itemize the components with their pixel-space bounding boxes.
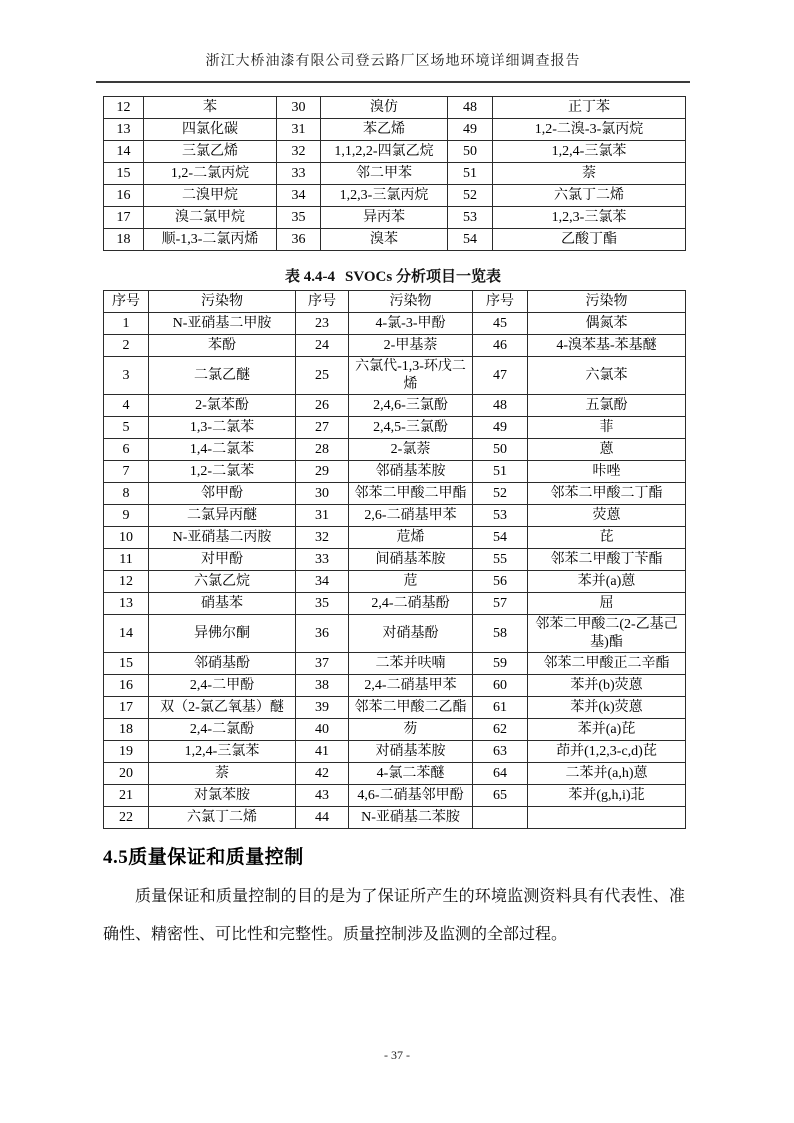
table-cell: 邻苯二甲酸丁苄酯 — [528, 549, 686, 571]
table-cell: 邻苯二甲酸正二辛酯 — [528, 653, 686, 675]
table-header-cell: 污染物 — [149, 291, 296, 313]
table-cell: 27 — [296, 417, 349, 439]
table-cell: 邻苯二甲酸二甲酯 — [349, 483, 473, 505]
table-cell: 2,4-二硝基酚 — [349, 593, 473, 615]
table-cell: 1 — [104, 313, 149, 335]
table-row — [104, 549, 686, 571]
table-cell: 47 — [473, 357, 528, 395]
table-cell: 2,4,5-三氯酚 — [349, 417, 473, 439]
table-cell: 1,2,3-三氯苯 — [493, 207, 686, 229]
table-cell: 1,2-二氯苯 — [149, 461, 296, 483]
table-cell: 17 — [104, 207, 144, 229]
table-cell: 15 — [104, 163, 144, 185]
table-cell: 溴苯 — [321, 229, 448, 251]
table-cell: 四氯化碳 — [144, 119, 277, 141]
table-cell: 1,1,2,2-四氯乙烷 — [321, 141, 448, 163]
table-cell: N-亚硝基二苯胺 — [349, 807, 473, 829]
table-cell: 2-氯萘 — [349, 439, 473, 461]
table-cell: 64 — [473, 763, 528, 785]
table-cell: 荧蒽 — [528, 505, 686, 527]
table-cell: 10 — [104, 527, 149, 549]
table-cell: 间硝基苯胺 — [349, 549, 473, 571]
table-cell: 苯并(a)芘 — [528, 719, 686, 741]
table-cell: 45 — [473, 313, 528, 335]
table-cell: 20 — [104, 763, 149, 785]
table-cell: 12 — [104, 571, 149, 593]
table-cell: 异佛尔酮 — [149, 615, 296, 653]
table-cell: 39 — [296, 697, 349, 719]
table-cell: 56 — [473, 571, 528, 593]
table-row — [104, 483, 686, 505]
table-cell: 16 — [104, 185, 144, 207]
section-paragraph: 质量保证和质量控制的目的是为了保证所产生的环境监测资料具有代表性、准确性、精密性、可比性和完整性。质量控制涉及监测的全部过程。 — [103, 888, 685, 943]
table-cell: 54 — [448, 229, 493, 251]
table-cell: 2 — [104, 335, 149, 357]
table-cell — [473, 807, 528, 829]
table-cell: 二氯乙醚 — [149, 357, 296, 395]
table-cell: 28 — [296, 439, 349, 461]
table-cell: 芘 — [528, 527, 686, 549]
table-cell: 11 — [104, 549, 149, 571]
table-row — [104, 741, 686, 763]
table-cell: 55 — [473, 549, 528, 571]
table-cell: 1,2,4-三氯苯 — [149, 741, 296, 763]
table-row — [104, 653, 686, 675]
table-cell: 异丙苯 — [321, 207, 448, 229]
table-cell: 54 — [473, 527, 528, 549]
table-row — [104, 593, 686, 615]
table-cell: 61 — [473, 697, 528, 719]
table-cell: 19 — [104, 741, 149, 763]
table-cell: 26 — [296, 395, 349, 417]
table-cell: 13 — [104, 119, 144, 141]
table-cell: 2,4-二甲酚 — [149, 675, 296, 697]
table-cell: 13 — [104, 593, 149, 615]
table-cell: 8 — [104, 483, 149, 505]
table-cell: 六氯乙烷 — [149, 571, 296, 593]
table-cell: 苊 — [349, 571, 473, 593]
table-cell: 1,2-二溴-3-氯丙烷 — [493, 119, 686, 141]
table-cell: 溴仿 — [321, 97, 448, 119]
table-cell: 31 — [296, 505, 349, 527]
table-cell: 对甲酚 — [149, 549, 296, 571]
table-cell: 溴二氯甲烷 — [144, 207, 277, 229]
table-cell: 4-溴苯基-苯基醚 — [528, 335, 686, 357]
table-cell: 菲 — [528, 417, 686, 439]
table-cell: 邻硝基酚 — [149, 653, 296, 675]
table-cell: 2,6-二硝基甲苯 — [349, 505, 473, 527]
table-cell: 53 — [448, 207, 493, 229]
table-cell: 16 — [104, 675, 149, 697]
voc-table-body — [104, 97, 686, 251]
table-header-cell: 污染物 — [349, 291, 473, 313]
table-cell: 萘 — [493, 163, 686, 185]
table-row — [104, 527, 686, 549]
table-header-cell: 序号 — [296, 291, 349, 313]
table-row — [104, 229, 686, 251]
table-cell: 35 — [277, 207, 321, 229]
table-cell: 5 — [104, 417, 149, 439]
table-cell: 6 — [104, 439, 149, 461]
table-cell: 44 — [296, 807, 349, 829]
table-cell: 苯并(g,h,i)苝 — [528, 785, 686, 807]
table-cell: 59 — [473, 653, 528, 675]
table-cell: 1,2,3-三氯丙烷 — [321, 185, 448, 207]
table-cell: 1,3-二氯苯 — [149, 417, 296, 439]
table-cell: 18 — [104, 229, 144, 251]
table-cell: 双（2-氯乙氧基）醚 — [149, 697, 296, 719]
table-cell: 52 — [473, 483, 528, 505]
page-header-title: 浙江大桥油漆有限公司登云路厂区场地环境详细调查报告 — [205, 54, 581, 69]
table-cell: 32 — [277, 141, 321, 163]
table-cell: 41 — [296, 741, 349, 763]
table-cell: 38 — [296, 675, 349, 697]
svoc-table-caption: SVOCs 分析项目一览表 — [345, 269, 501, 285]
table-cell: 22 — [104, 807, 149, 829]
table-cell: 乙酸丁酯 — [493, 229, 686, 251]
table-cell — [528, 807, 686, 829]
table-cell: 二苯并呋喃 — [349, 653, 473, 675]
table-row — [104, 163, 686, 185]
table-cell: 35 — [296, 593, 349, 615]
table-cell: 52 — [448, 185, 493, 207]
table-cell: 23 — [296, 313, 349, 335]
table-cell: 邻苯二甲酸二丁酯 — [528, 483, 686, 505]
table-cell: 咔唑 — [528, 461, 686, 483]
table-row — [104, 675, 686, 697]
svoc-table-number: 表 4.4-4 — [285, 269, 336, 285]
table-cell: 对硝基酚 — [349, 615, 473, 653]
table-row — [104, 313, 686, 335]
table-cell: 25 — [296, 357, 349, 395]
table-header-cell: 污染物 — [528, 291, 686, 313]
table-cell: 33 — [277, 163, 321, 185]
table-row — [104, 571, 686, 593]
table-cell: 屈 — [528, 593, 686, 615]
table-row — [104, 207, 686, 229]
table-cell: 34 — [296, 571, 349, 593]
table-row — [104, 141, 686, 163]
table-cell: 14 — [104, 615, 149, 653]
table-cell: 48 — [448, 97, 493, 119]
table-cell: N-亚硝基二丙胺 — [149, 527, 296, 549]
table-cell: 40 — [296, 719, 349, 741]
table-cell: 48 — [473, 395, 528, 417]
table-cell: 苯并(a)蒽 — [528, 571, 686, 593]
section-heading: 4.5质量保证和质量控制 — [103, 847, 304, 868]
table-cell: 邻甲酚 — [149, 483, 296, 505]
table-cell: 4-氯-3-甲酚 — [349, 313, 473, 335]
table-cell: 53 — [473, 505, 528, 527]
table-row — [104, 357, 686, 395]
table-cell: 苊烯 — [349, 527, 473, 549]
table-row — [104, 719, 686, 741]
table-cell: 苯并(b)荧蒽 — [528, 675, 686, 697]
table-cell: 对氯苯胺 — [149, 785, 296, 807]
table-cell: 六氯代-1,3-环戊二烯 — [349, 357, 473, 395]
table-cell: 57 — [473, 593, 528, 615]
svoc-table-title — [96, 265, 690, 286]
svoc-table-body — [104, 313, 686, 829]
table-cell: 2-氯苯酚 — [149, 395, 296, 417]
table-cell: 4,6-二硝基邻甲酚 — [349, 785, 473, 807]
table-cell: 31 — [277, 119, 321, 141]
table-header-cell: 序号 — [473, 291, 528, 313]
table-cell: 12 — [104, 97, 144, 119]
table-row — [104, 505, 686, 527]
table-cell: 1,2-二氯丙烷 — [144, 163, 277, 185]
table-cell: 30 — [277, 97, 321, 119]
table-cell: 4-氯二苯醚 — [349, 763, 473, 785]
table-cell: 六氯苯 — [528, 357, 686, 395]
table-cell: 蒽 — [528, 439, 686, 461]
table-row — [104, 615, 686, 653]
table-cell: 芴 — [349, 719, 473, 741]
table-cell: 50 — [473, 439, 528, 461]
table-cell: 17 — [104, 697, 149, 719]
table-row — [104, 119, 686, 141]
table-cell: 14 — [104, 141, 144, 163]
table-cell: 对硝基苯胺 — [349, 741, 473, 763]
table-cell: 34 — [277, 185, 321, 207]
table-cell: 苯酚 — [149, 335, 296, 357]
table-row — [104, 185, 686, 207]
table-cell: 茚并(1,2,3-c,d)芘 — [528, 741, 686, 763]
table-cell: 硝基苯 — [149, 593, 296, 615]
table-cell: 62 — [473, 719, 528, 741]
table-row — [104, 395, 686, 417]
table-cell: 邻二甲苯 — [321, 163, 448, 185]
table-cell: 30 — [296, 483, 349, 505]
table-cell: 邻硝基苯胺 — [349, 461, 473, 483]
table-header-row — [104, 291, 686, 313]
table-cell: 苯乙烯 — [321, 119, 448, 141]
table-cell: 18 — [104, 719, 149, 741]
table-cell: 58 — [473, 615, 528, 653]
table-row — [104, 417, 686, 439]
table-cell: 2,4-二氯酚 — [149, 719, 296, 741]
table-cell: 苯 — [144, 97, 277, 119]
table-cell: 萘 — [149, 763, 296, 785]
table-cell: 邻苯二甲酸二乙酯 — [349, 697, 473, 719]
table-cell: 2,4-二硝基甲苯 — [349, 675, 473, 697]
table-cell: 六氯丁二烯 — [493, 185, 686, 207]
table-cell: 49 — [473, 417, 528, 439]
table-cell: 五氯酚 — [528, 395, 686, 417]
table-cell: 顺-1,3-二氯丙烯 — [144, 229, 277, 251]
table-cell: 50 — [448, 141, 493, 163]
svoc-table-head — [104, 291, 686, 313]
table-row — [104, 697, 686, 719]
table-cell: 21 — [104, 785, 149, 807]
table-cell: 51 — [473, 461, 528, 483]
table-cell: 49 — [448, 119, 493, 141]
table-cell: 63 — [473, 741, 528, 763]
table-row — [104, 785, 686, 807]
table-cell: 33 — [296, 549, 349, 571]
table-row — [104, 439, 686, 461]
table-cell: 1,2,4-三氯苯 — [493, 141, 686, 163]
table-cell: 32 — [296, 527, 349, 549]
table-cell: 43 — [296, 785, 349, 807]
voc-table — [103, 96, 686, 251]
table-cell: 29 — [296, 461, 349, 483]
table-cell: 2,4,6-三氯酚 — [349, 395, 473, 417]
table-cell: 7 — [104, 461, 149, 483]
table-cell: 46 — [473, 335, 528, 357]
table-cell: 2-甲基萘 — [349, 335, 473, 357]
table-cell: 苯并(k)荧蒽 — [528, 697, 686, 719]
table-cell: 3 — [104, 357, 149, 395]
page-content — [96, 0, 690, 954]
page-number: - 37 - — [384, 1048, 410, 1062]
table-row — [104, 763, 686, 785]
table-row — [104, 461, 686, 483]
table-cell: 60 — [473, 675, 528, 697]
table-cell: 六氯丁二烯 — [149, 807, 296, 829]
table-cell: 42 — [296, 763, 349, 785]
table-cell: 正丁苯 — [493, 97, 686, 119]
table-cell: 偶氮苯 — [528, 313, 686, 335]
table-cell: 36 — [277, 229, 321, 251]
table-cell: N-亚硝基二甲胺 — [149, 313, 296, 335]
table-row — [104, 807, 686, 829]
table-cell: 二苯并(a,h)蒽 — [528, 763, 686, 785]
table-cell: 邻苯二甲酸二(2-乙基己基)酯 — [528, 615, 686, 653]
table-cell: 1,4-二氯苯 — [149, 439, 296, 461]
table-header-cell: 序号 — [104, 291, 149, 313]
table-cell: 65 — [473, 785, 528, 807]
table-cell: 24 — [296, 335, 349, 357]
table-cell: 36 — [296, 615, 349, 653]
table-cell: 37 — [296, 653, 349, 675]
svoc-table — [103, 290, 686, 829]
table-cell: 4 — [104, 395, 149, 417]
table-cell: 15 — [104, 653, 149, 675]
table-row — [104, 97, 686, 119]
table-cell: 二氯异丙醚 — [149, 505, 296, 527]
table-cell: 二溴甲烷 — [144, 185, 277, 207]
table-row — [104, 335, 686, 357]
table-cell: 51 — [448, 163, 493, 185]
header-rule — [96, 81, 690, 83]
table-cell: 三氯乙烯 — [144, 141, 277, 163]
table-cell: 9 — [104, 505, 149, 527]
